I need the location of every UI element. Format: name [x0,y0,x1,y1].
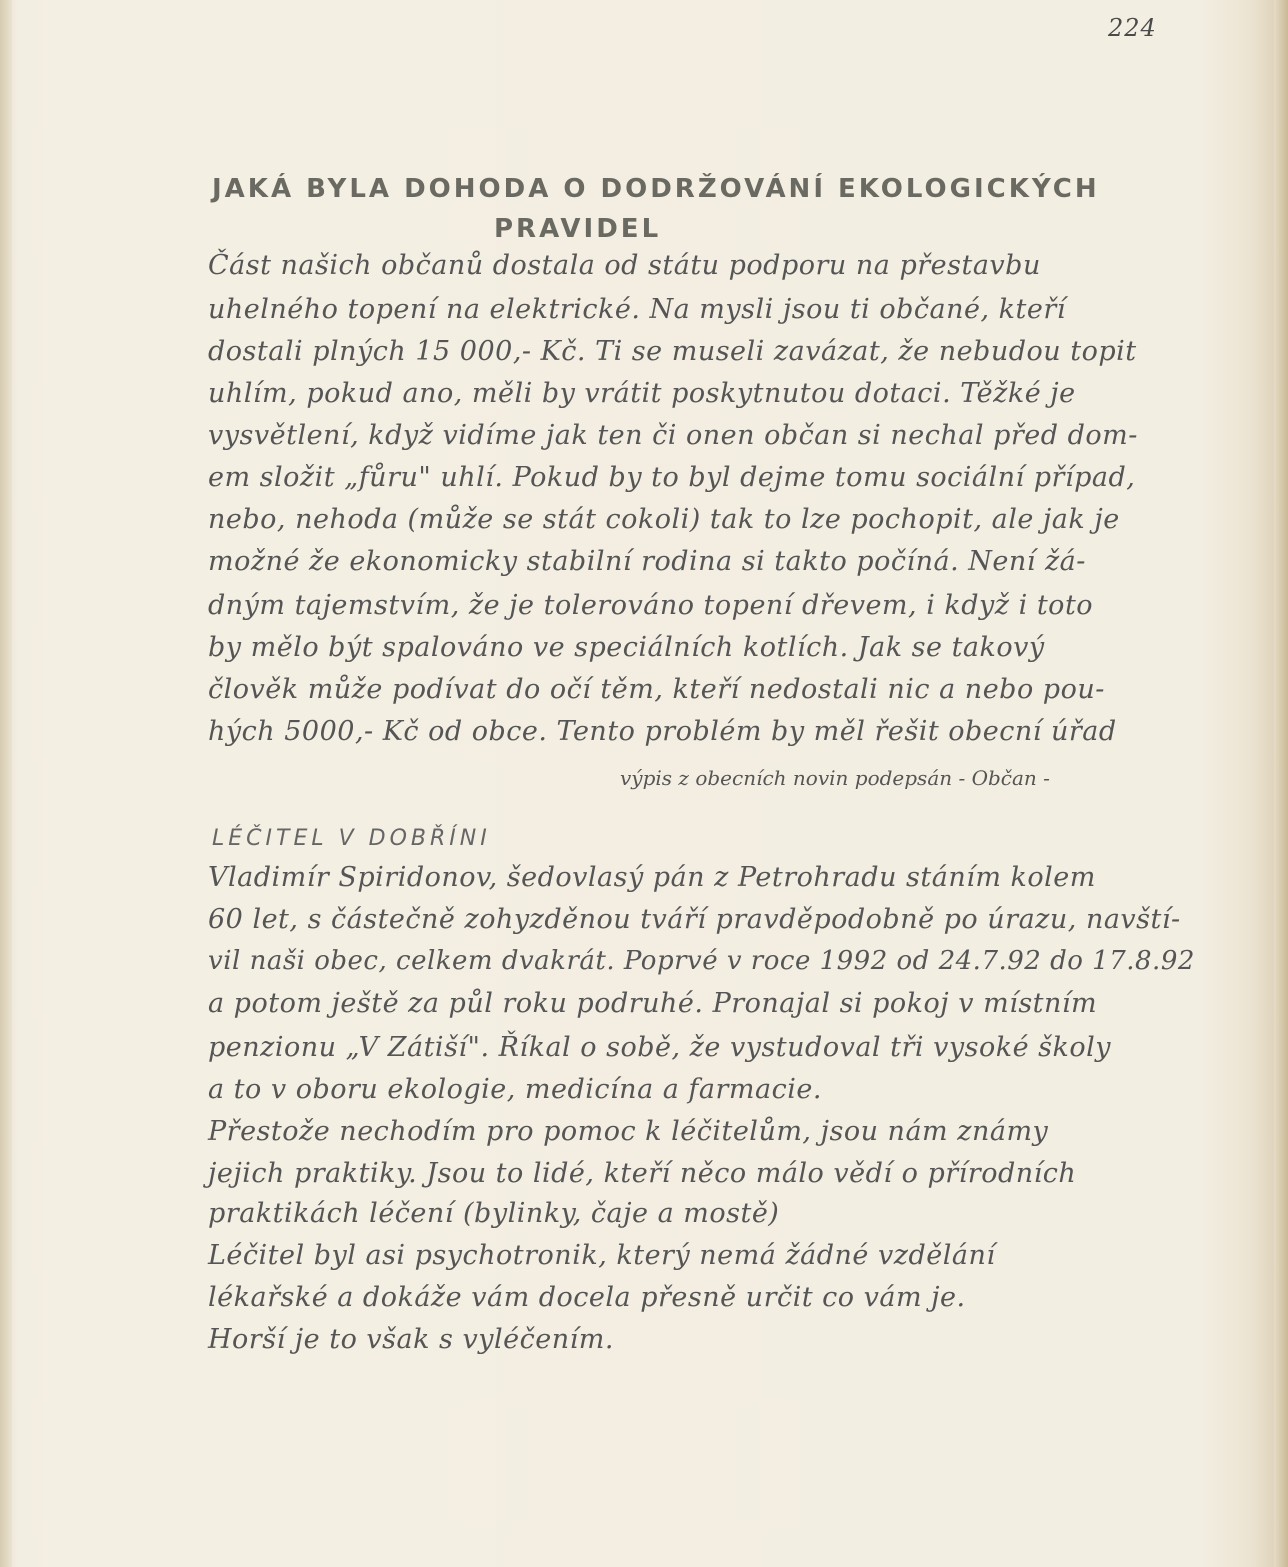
page-number: 224 [1108,14,1157,42]
article1-line: dostali plných 15 000,- Kč. Ti se museli zavázat, že nebudou topit [208,336,1137,367]
page-right-edge [1274,0,1288,1567]
article2-line: Horší je to však s vyléčením. [208,1324,614,1355]
article-title-line-1: JAKÁ BYLA DOHODA O DODRŽOVÁNÍ EKOLOGICKÝCH [212,174,1100,204]
article1-line: em složit „fůru" uhlí. Pokud by to byl dejme tomu sociální případ, [208,462,1136,493]
article1-line: vysvětlení, když vidíme jak ten či onen občan si nechal před dom- [208,420,1138,451]
article2-line: a to v oboru ekologie, medicína a farmacie. [208,1074,822,1105]
article1-line: uhelného topení na elektrické. Na mysli jsou ti občané, kteří [208,294,1066,325]
article2-line: jejich praktiky. Jsou to lidé, kteří něco málo vědí o přírodních [208,1158,1077,1189]
article2-line: a potom ještě za půl roku podruhé. Pronajal si pokoj v místním [208,988,1098,1019]
article2-line: 60 let, s částečně zohyzděnou tváří pravděpodobně po úrazu, navští- [208,904,1181,935]
article2-heading: LÉČITEL V DOBŘÍNI [212,826,491,851]
article2-line: vil naši obec, celkem dvakrát. Poprvé v roce 1992 od 24.7.92 do 17.8.92 [208,946,1195,976]
article1-line: hých 5000,- Kč od obce. Tento problém by měl řešit obecní úřad [208,716,1117,747]
article1-line: uhlím, pokud ano, měli by vrátit poskytnutou dotaci. Těžké je [208,378,1076,409]
article1-line: Část našich občanů dostala od státu podporu na přestavbu [208,250,1041,281]
article-title-line-2: PRAVIDEL [494,214,662,244]
article1-line: dným tajemstvím, že je tolerováno topení dřevem, i když i toto [208,590,1094,621]
article1-signature: výpis z obecních novin podepsán - Občan - [620,766,1050,790]
article1-line: nebo, nehoda (může se stát cokoli) tak to lze pochopit, ale jak je [208,504,1120,535]
article2-line: penzionu „V Zátiší". Říkal o sobě, že vystudoval tři vysoké školy [208,1032,1112,1063]
page-binding-edge [0,0,12,1567]
article2-line: Přestože nechodím pro pomoc k léčitelům, jsou nám známy [208,1116,1049,1147]
article2-line: lékařské a dokáže vám docela přesně určit co vám je. [208,1282,966,1313]
article1-line: by mělo být spalováno ve speciálních kotlích. Jak se takový [208,632,1045,663]
article2-line: Vladimír Spiridonov, šedovlasý pán z Petrohradu stáním kolem [208,862,1096,893]
article2-line: praktikách léčení (bylinky, čaje a mostě) [208,1198,780,1229]
article2-line: Léčitel byl asi psychotronik, který nemá žádné vzdělání [208,1240,996,1271]
article1-line: možné že ekonomicky stabilní rodina si takto počíná. Není žá- [208,546,1086,577]
article1-line: člověk může podívat do očí těm, kteří nedostali nic a nebo pou- [208,674,1105,705]
